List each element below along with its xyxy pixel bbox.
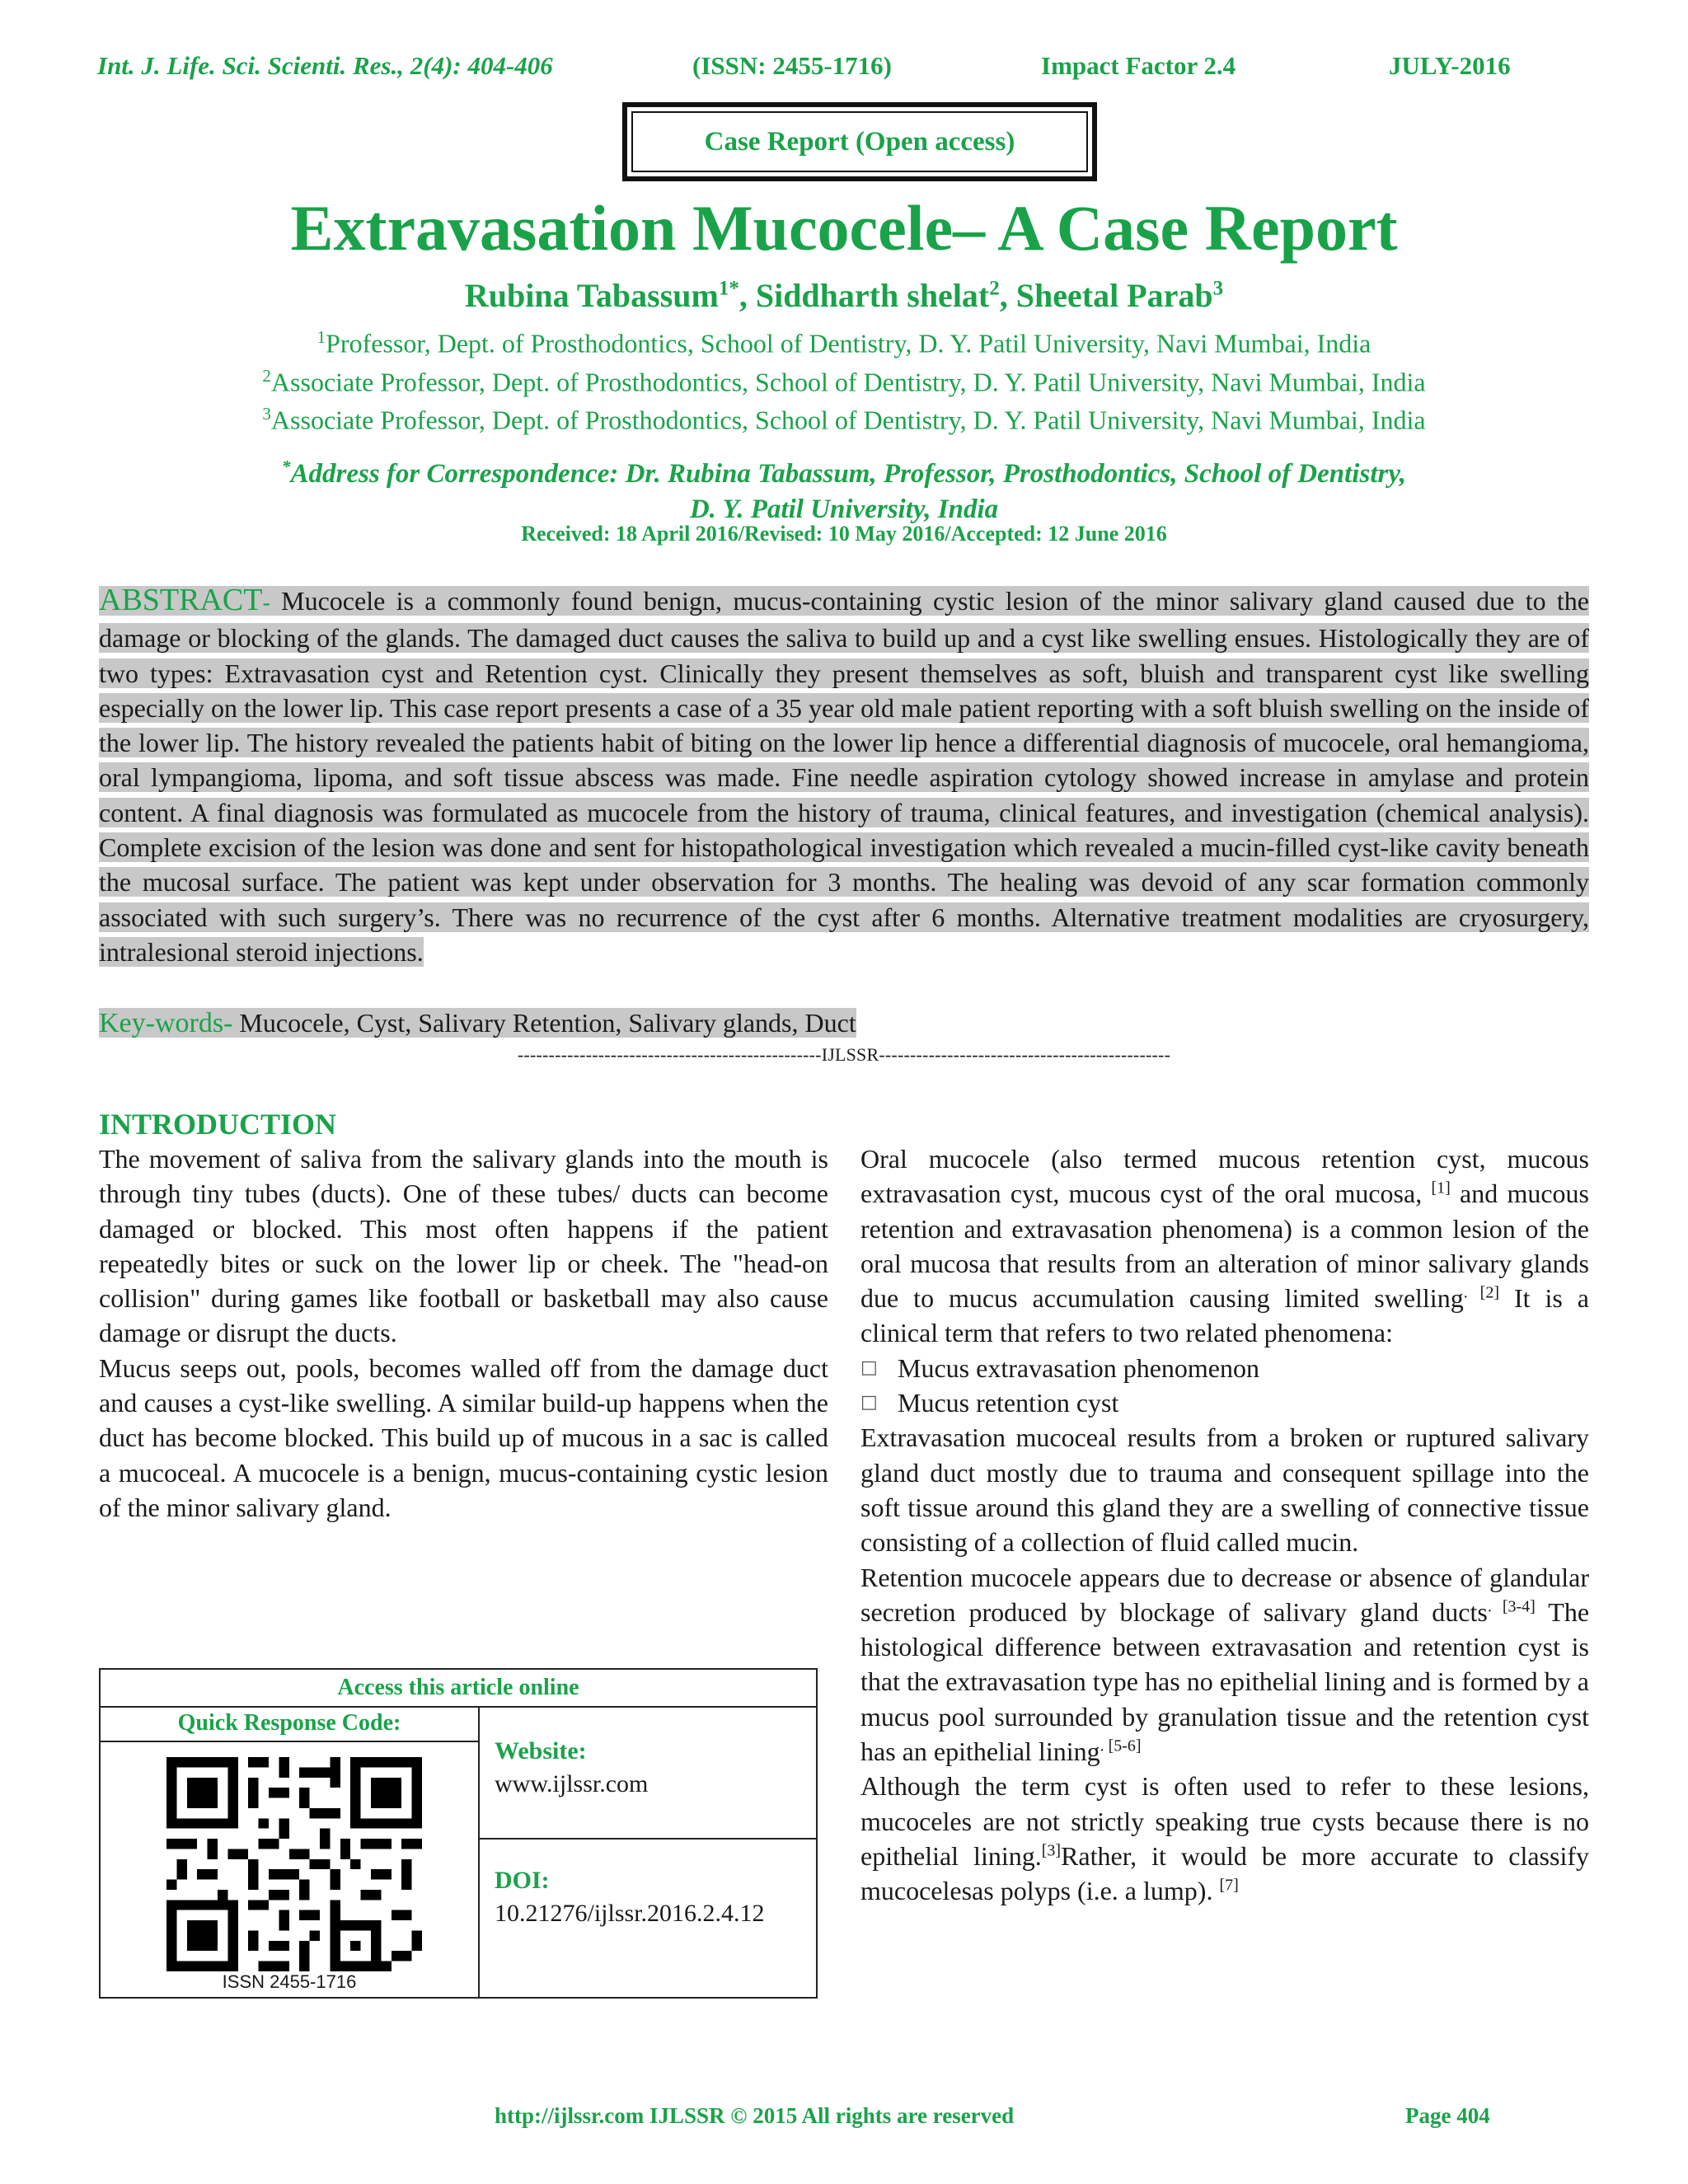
paragraph: Retention mucocele appears due to decrease or absence of glandular secretion produced by blockage of salivary gland ducts$^{. [3-4]}$ The histological difference between extravasation and retention cyst is that the extravasation type has no epithelial lining and is formed by a mucus pool surrounded by granulation tissue and the retention cyst has an epithelial lining$^{. [5-6]}$ [860, 1562, 1590, 1767]
left-column [99, 1141, 828, 1525]
journal-citation: Int. J. Life. Sci. Scienti. Res., 2(4): 404-406 [97, 51, 553, 80]
impact-factor: Impact Factor 2.4 [1041, 51, 1236, 80]
citation: . [3-4] [1487, 1597, 1536, 1616]
footer-copyright[interactable]: http://ijlssr.com IJLSSR © 2015 All rights are reserved [495, 2103, 1015, 2128]
access-article-box [99, 1668, 818, 1999]
paragraph: Extravasation mucoceal results from a broken or ruptured salivary gland duct mostly due to trauma and consequent spillage into the soft tissue around this gland they are a swelling of connective tissue consisting of a collection of fluid called mucin. [860, 1422, 1589, 1558]
right-column [860, 1141, 1589, 1909]
citation: [7] [1219, 1876, 1239, 1895]
article-type-box [622, 102, 1097, 181]
author-name: Sheetal Parab [1015, 277, 1213, 314]
citation: . [2] [1463, 1283, 1499, 1302]
qr-cell [101, 1706, 480, 1997]
journal-issn: (ISSN: 2455-1716) [692, 51, 892, 80]
access-box-title: Access this article online [101, 1670, 816, 1708]
links-cell [480, 1706, 816, 1997]
submission-dates: Received: 18 April 2016/Revised: 10 May 2016/Accepted: 12 June 2016 [521, 522, 1167, 546]
qr-code-image[interactable] [166, 1757, 422, 1971]
website-label: Website: [495, 1737, 587, 1765]
paragraph: Oral mucocele (also termed mucous retention cyst, mucous extravasation cyst, mucous cyst of the oral mucosa, [1] and mucous retention and extravasation phenomena) is a common lesion of the oral mucosa that results from an alteration of minor salivary glands due to mucus accumulation causing limited swelling$^{. [2]}$ It is a clinical term that refers to two related phenomena: [860, 1144, 1590, 1348]
paragraph: The movement of saliva from the salivary glands into the mouth is through tiny tubes (ducts). One of these tubes/ ducts can become damaged or blocked. This most often happens if the patient repeatedly bites or suck on the lower lip or cheek. The "head-on collision" during games like football or basketball may also cause damage or disrupt the ducts. [99, 1144, 828, 1348]
author-sup: 3 [1212, 277, 1224, 300]
keywords-text: Mucocele, Cyst, Salivary Retention, Salivary glands, Duct [232, 1008, 856, 1038]
author-list: Rubina Tabassum$^{1*}$, Siddharth shelat$^2$, Sheetal Parab$^3$ [464, 277, 1224, 314]
separator-line: -------------------------------------------------IJLSSR----------------------------------------------- [517, 1044, 1171, 1065]
citation: [3] [1041, 1841, 1062, 1860]
doi-link[interactable]: 10.21276/ijlssr.2016.2.4.12 [495, 1900, 765, 1927]
keywords-heading: Key-words- [99, 1008, 233, 1038]
website-cell [480, 1706, 816, 1840]
page-number: Page 404 [1405, 2103, 1490, 2128]
correspondence: *Address for Correspondence: Dr. Rubina Tabassum, Professor, Prosthodontics, School of Dentistry, D. Y. Patil University, India [282, 457, 1406, 524]
paragraph: Mucus seeps out, pools, becomes walled off from the damage duct and causes a cyst-like swelling. A similar build-up happens when the duct has become blocked. This build up of mucous in a sac is called a mucoceal. A mucocele is a benign, mucus-containing cystic lesion of the minor salivary gland. [99, 1352, 828, 1522]
qr-label: Quick Response Code: [101, 1706, 478, 1742]
affiliation-line: $^2$Associate Professor, Dept. of Prosthodontics, School of Dentistry, D. Y. Patil University, Navi Mumbai, India [262, 365, 1426, 397]
abstract: ABSTRACT- Mucocele is a commonly found benign, mucus-containing cystic lesion of the minor salivary gland caused due to the damage or blocking of the glands. The damaged duct causes the saliva to build up and a cyst like swelling ensues. Histologically they are of two types: Extravasation cyst and Retention cyst. Clinically they present themselves as soft, bluish and transparent cyst like swelling especially on the lower lip. This case report presents a case of a 35 year old male patient reporting with a soft bluish swelling on the inside of the lower lip. The history revealed the patients habit of biting on the lower lip hence a differential diagnosis of mucocele, oral hemangioma, oral lympangioma, lipoma, and soft tissue abscess was made. Fine needle aspiration cytology showed increase in amylase and protein content. A final diagnosis was formulated as mucocele from the history of trauma, clinical features, and investigation (chemical analysis). Complete excision of the lesion was done and sent for histopathological investigation which revealed a mucin-filled cyst-like cavity beneath the mucosal surface. The patient was kept under observation for 3 months. The healing was devoid of any scar formation commonly associated with such surgery’s. There was no recurrence of the cyst after 6 months. Alternative treatment modalities are cryosurgery, intralesional steroid injections. [99, 583, 1589, 967]
author-name: Siddharth shelat [755, 277, 990, 314]
citation: [1] [1431, 1179, 1451, 1197]
paragraph: Although the term cyst is often used to refer to these lesions, mucoceles are not strictly speaking true cysts because there is no epithelial lining.[3]Rather, it would be more accurate to classify mucocelesas polyps (i.e. a lump). [7] [860, 1771, 1590, 1906]
abstract-heading: ABSTRACT [99, 583, 263, 617]
affiliation-line: $^3$Associate Professor, Dept. of Prosthodontics, School of Dentistry, D. Y. Patil University, Navi Mumbai, India [262, 404, 1426, 435]
bullet-item: □ Mucus retention cyst [860, 1385, 1589, 1420]
issue-date: JULY-2016 [1389, 51, 1511, 80]
keywords [99, 1005, 856, 1041]
author-name: Rubina Tabassum [464, 277, 719, 314]
doi-label: DOI: [495, 1867, 550, 1894]
affiliations [0, 321, 1688, 437]
bullet-item: □ Mucus extravasation phenomenon [860, 1351, 1589, 1385]
website-link[interactable]: www.ijlssr.com [495, 1770, 649, 1797]
citation: . [5-6] [1100, 1736, 1142, 1755]
affiliation-line: $^1$Professor, Dept. of Prosthodontics, School of Dentistry, D. Y. Patil University, Navi Mumbai, India [316, 327, 1372, 359]
abstract-text: Mucocele is a commonly found benign, mucus-containing cystic lesion of the minor salivary gland caused due to the damage or blocking of the glands. The damaged duct causes the saliva to build up and a cyst like swelling ensues. Histologically they are of two types: Extravasation cyst and Retention cyst. Clinically they present themselves as soft, bluish and transparent cyst like swelling especially on the lower lip. This case report presents a case of a 35 year old male patient reporting with a soft bluish swelling on the inside of the lower lip. The history revealed the patients habit of biting on the lower lip hence a differential diagnosis of mucocele, oral hemangioma, oral lympangioma, lipoma, and soft tissue abscess was made. Fine needle aspiration cytology showed increase in amylase and protein content. A final diagnosis was formulated as mucocele from the history of trauma, clinical features, and investigation (chemical analysis). Complete excision of the lesion was done and sent for histopathological investigation which revealed a mucin-filled cyst-like cavity beneath the mucosal surface. The patient was kept under observation for 3 months. The healing was devoid of any scar formation commonly associated with such surgery’s. There was no recurrence of the cyst after 6 months. Alternative treatment modalities are cryosurgery, intralesional steroid injections. [99, 586, 1589, 967]
author-sup: 2 [989, 277, 1000, 300]
section-heading: INTRODUCTION [99, 1108, 337, 1141]
article-title: Extravasation Mucocele– A Case Report [290, 192, 1398, 264]
qr-issn-label: ISSN 2455-1716 [222, 1971, 357, 1992]
article-type-label: Case Report (Open access) [631, 111, 1088, 172]
author-sup: 1* [718, 277, 739, 300]
